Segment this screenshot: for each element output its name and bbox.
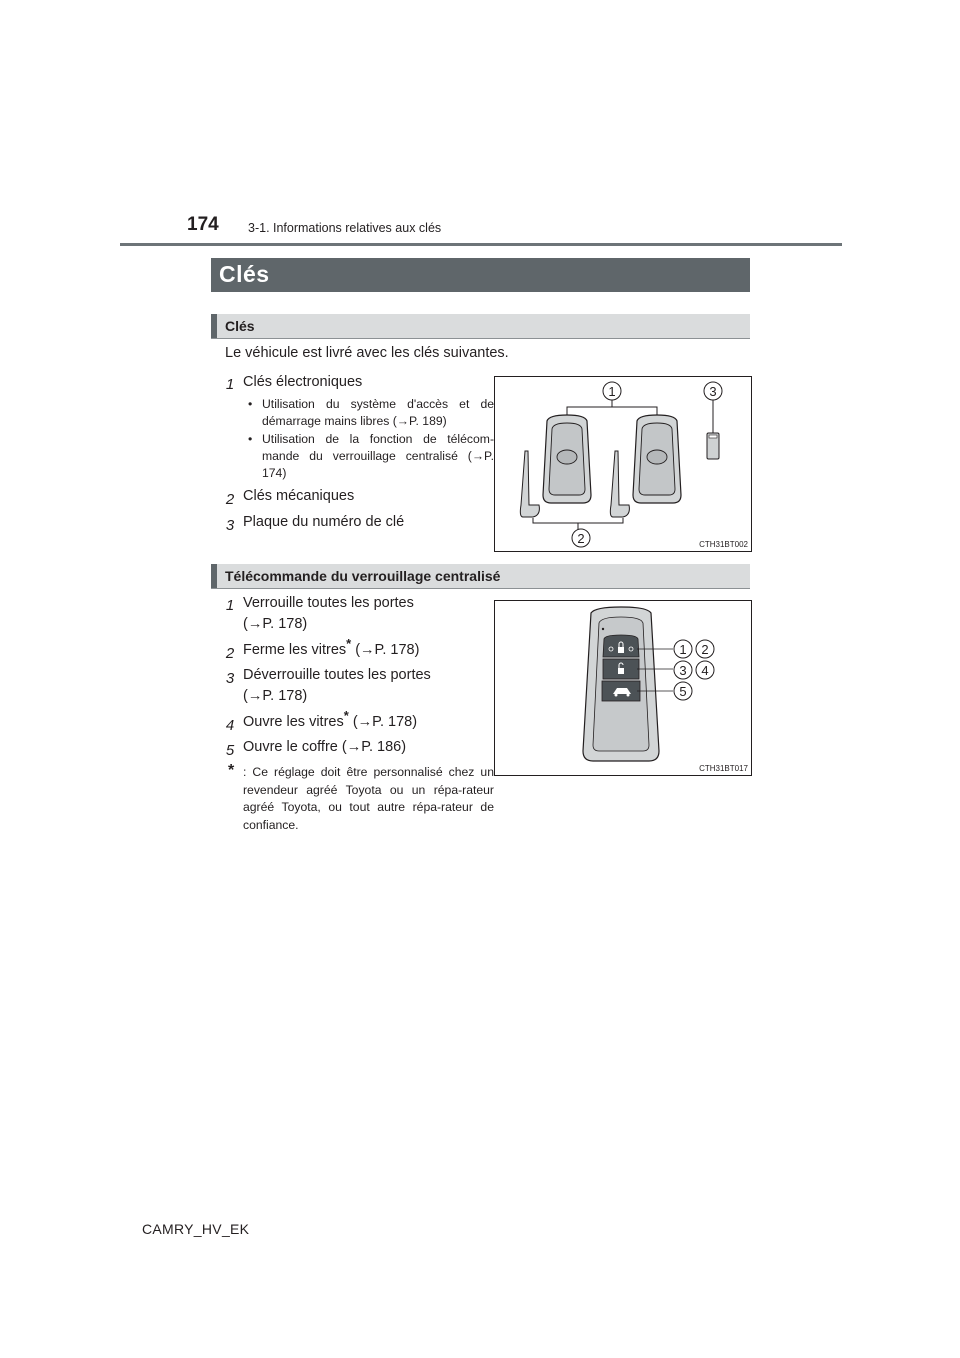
page-title: Clés xyxy=(219,261,270,287)
svg-text:2: 2 xyxy=(225,645,235,661)
item-number-icon xyxy=(223,516,237,532)
lock-icon xyxy=(618,647,624,653)
svg-text:1: 1 xyxy=(225,597,235,613)
footer-model-code: CAMRY_HV_EK xyxy=(142,1221,250,1237)
item-number-icon xyxy=(223,741,237,757)
svg-text:5: 5 xyxy=(679,684,687,699)
keys-illustration xyxy=(494,376,752,552)
item-open-windows: Ouvre les vitres* (→P. 178) xyxy=(243,708,418,730)
lock-button-icon xyxy=(603,635,639,657)
item-number-icon xyxy=(223,490,237,506)
svg-text:2: 2 xyxy=(225,491,235,507)
subsection-heading-remote xyxy=(211,564,750,589)
item-number-icon xyxy=(223,716,237,732)
header-rule xyxy=(120,243,842,246)
bullet-item: • Utilisation de la fonction de télécom-mande du verrouillage centralisé (→P. 174) xyxy=(248,432,494,480)
item-open-trunk: Ouvre le coffre (→P. 186) xyxy=(243,739,407,755)
svg-text:2: 2 xyxy=(701,642,709,657)
bullet-item: • Utilisation du système d'accès et de démarrage mains libres (→P. 189) xyxy=(248,397,494,428)
unlock-icon xyxy=(618,668,624,674)
intro-text: Le véhicule est livré avec les clés suivantes. xyxy=(225,345,509,361)
svg-text:3: 3 xyxy=(225,670,235,686)
svg-text:5: 5 xyxy=(225,742,235,758)
footnote-star: * xyxy=(228,762,235,779)
svg-text:3: 3 xyxy=(225,517,235,533)
svg-text:1: 1 xyxy=(608,384,616,399)
item-lock-doors: Verrouille toutes les portes (→P. 178) xyxy=(243,595,414,632)
figure-code: CTH31BT017 xyxy=(699,764,748,773)
svg-text:4: 4 xyxy=(225,717,235,733)
section-title: 3-1. Informations relatives aux clés xyxy=(248,221,442,235)
svg-text:3: 3 xyxy=(709,384,717,399)
item-close-windows: Ferme les vitres* (→P. 178) xyxy=(243,636,420,658)
svg-text:2: 2 xyxy=(577,531,585,546)
item-number-icon xyxy=(223,669,237,685)
footnote xyxy=(228,764,494,834)
remote-illustration xyxy=(494,600,752,776)
svg-text:1: 1 xyxy=(679,642,687,657)
item-key-number-plate: Plaque du numéro de clé xyxy=(243,514,405,530)
item-mechanical-keys: Clés mécaniques xyxy=(243,488,355,504)
figure-code: CTH31BT002 xyxy=(699,540,748,549)
remote-drawing xyxy=(495,601,751,775)
svg-text:1: 1 xyxy=(225,376,235,392)
subsection-heading-keys xyxy=(211,314,750,339)
page-number: 174 xyxy=(187,214,219,235)
item-number-icon xyxy=(223,644,237,660)
heading-marker xyxy=(211,564,217,588)
footnote-text: : Ce réglage doit être personnalisé chez un revendeur agréé Toyota ou un répa-rateur agréé Toyota, ou tout autre répa-rateur de confiance. xyxy=(243,765,494,832)
item-number-icon xyxy=(223,375,237,391)
item-number-icon xyxy=(223,596,237,612)
subsection-heading-label: Télécommande du verrouillage centralisé xyxy=(225,568,501,584)
mechanical-key-right-icon xyxy=(610,451,629,517)
keys-drawing xyxy=(495,377,751,551)
mechanical-key-left-icon xyxy=(520,451,539,517)
item-unlock-doors: Déverrouille toutes les portes (→P. 178) xyxy=(243,667,431,704)
heading-marker xyxy=(211,314,217,338)
title-bar xyxy=(211,258,750,292)
svg-text:3: 3 xyxy=(679,663,687,678)
svg-text:4: 4 xyxy=(701,663,709,678)
item-electronic-keys: Clés électroniques xyxy=(243,374,363,390)
subsection-heading-label: Clés xyxy=(225,318,255,334)
